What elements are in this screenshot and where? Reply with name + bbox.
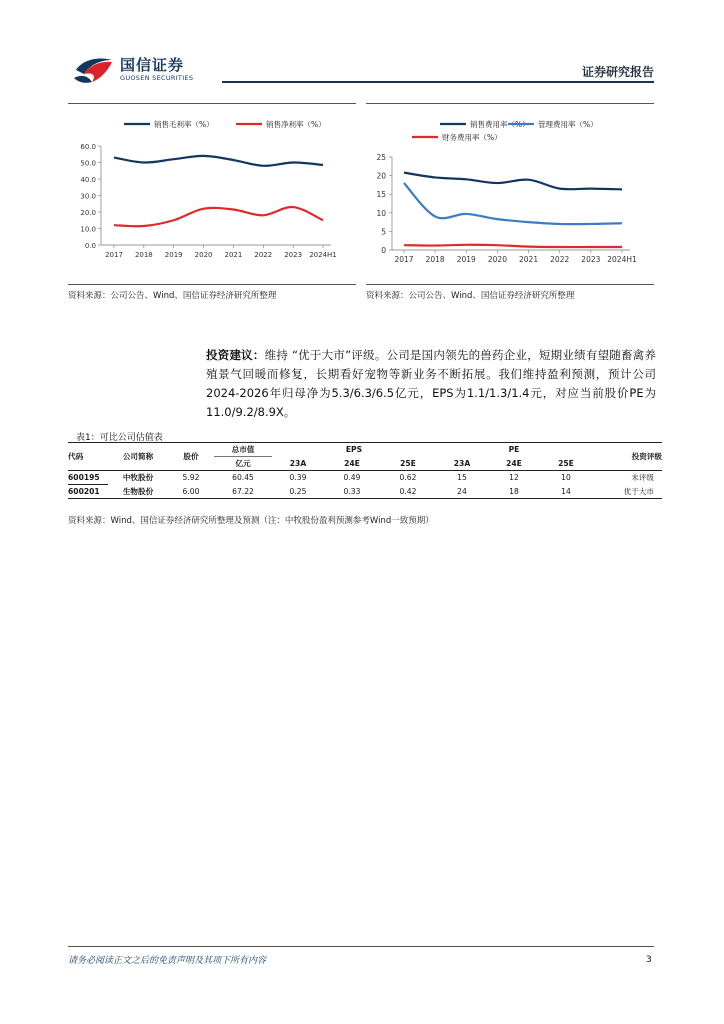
x-tick-label: 2023 (284, 251, 303, 259)
header-rating: 投资评级 (592, 443, 662, 471)
investment-advice-label: 投资建议： (206, 348, 265, 362)
row-code: 600201 (68, 485, 108, 499)
y-tick-label: 50.0 (80, 159, 96, 168)
expense-ratio-chart-svg (366, 108, 654, 280)
y-tick-label: 0 (381, 246, 386, 255)
row-market-cap: 67.22 (214, 485, 272, 499)
x-tick-label: 2022 (254, 251, 273, 259)
row-eps-23a: 0.25 (272, 485, 324, 499)
chart-left-top-rule (68, 103, 356, 104)
x-tick-label: 2024H1 (309, 251, 337, 259)
valuation-table (68, 442, 662, 499)
header-divider (222, 81, 654, 83)
row-eps-24e: 0.33 (324, 485, 380, 499)
row-rating: 未评级 (592, 471, 662, 485)
x-tick-label: 2022 (550, 255, 570, 264)
row-price: 6.00 (168, 485, 214, 499)
row-eps-23a: 0.39 (272, 471, 324, 485)
header-market-cap: 总市值 (214, 443, 272, 457)
row-pe-24e: 18 (488, 485, 540, 499)
y-tick-label: 20.0 (80, 209, 96, 217)
legend-label-0: 销售毛利率（%） (154, 120, 214, 129)
y-tick-label: 20 (376, 171, 386, 181)
header-eps-24e: 24E (344, 458, 360, 468)
legend-label-2: 财务费用率（%） (442, 133, 502, 142)
guosen-logo-icon (72, 52, 118, 86)
y-tick-label: 40.0 (80, 176, 96, 184)
gross-net-margin-chart-svg (68, 108, 356, 280)
legend-label-1: 销售净利率（%） (266, 120, 326, 129)
y-tick-label: 60.0 (80, 143, 96, 151)
row-pe-25e: 14 (540, 485, 592, 499)
chart1-source: 资料来源：公司公告、Wind、国信证券经济研究所整理 (68, 291, 277, 301)
legend-label-0: 销售费用率（%） (470, 120, 530, 129)
chart-right-top-rule (366, 103, 654, 104)
row-eps-24e: 0.49 (324, 471, 380, 485)
y-tick-label: 10.0 (80, 225, 96, 234)
logo-english-name: GUOSEN SECURITIES (120, 74, 194, 82)
x-tick-label: 2020 (487, 255, 507, 264)
header-price: 股价 (168, 443, 214, 471)
footer-divider (68, 946, 654, 947)
y-tick-label: 30.0 (80, 192, 96, 201)
x-tick-label: 2021 (224, 251, 243, 259)
series-line-1 (114, 207, 323, 226)
table-row (68, 471, 662, 485)
row-pe-23a: 24 (436, 485, 488, 499)
row-pe-23a: 15 (436, 471, 488, 485)
x-tick-label: 2023 (581, 255, 601, 264)
x-tick-label: 2017 (105, 251, 123, 259)
header-eps: EPS (272, 443, 436, 457)
row-name: 中牧股份 (108, 471, 168, 485)
valuation-table-title: 表1：可比公司估值表 (76, 433, 163, 443)
series-line-0 (404, 173, 622, 190)
header-eps-25e: 25E (400, 458, 416, 468)
header-pe-24e: 24E (506, 458, 522, 468)
footer-disclaimer: 请务必阅读正文之后的免责声明及其项下所有内容 (68, 956, 267, 966)
series-line-0 (114, 156, 323, 166)
x-tick-label: 2018 (425, 255, 445, 264)
investment-advice-text: 维持 “优于大市”评级。公司是国内领先的兽药企业，短期业绩有望随畜禽养殖景气回暖而修复，长期看好宠物等新业务不断拓展。我们维持盈利预测，预计公司2024-2026年归母净为5.3/6.3/6.5亿元，EPS为1.1/1.3/1.4元，对应当前股价PE为11.0/9.2/8.9X。 (206, 348, 657, 419)
expense-ratio-chart (366, 108, 654, 280)
gross-net-margin-chart (68, 108, 356, 280)
header-code: 代码 (68, 443, 108, 471)
chart-right-bottom-rule (366, 284, 654, 285)
table-source: 资料来源：Wind、国信证券经济研究所整理及预测（注：中牧股份盈利预测参考Wind一致预期） (68, 516, 434, 526)
chart-left-bottom-rule (68, 284, 356, 285)
y-tick-label: 10 (376, 208, 386, 218)
header-eps-23a: 23A (289, 458, 307, 468)
y-tick-label: 0.0 (84, 242, 96, 250)
row-eps-25e: 0.42 (380, 485, 436, 499)
x-tick-label: 2019 (164, 251, 183, 259)
row-eps-25e: 0.62 (380, 471, 436, 485)
y-tick-label: 25 (376, 153, 386, 162)
header-pe-25e: 25E (558, 458, 574, 468)
chart2-source: 资料来源：公司公告、Wind、国信证券经济研究所整理 (366, 291, 575, 301)
y-tick-label: 5 (381, 227, 386, 237)
x-tick-label: 2017 (394, 255, 414, 264)
row-price: 5.92 (168, 471, 214, 485)
legend-label-1: 管理费用率（%） (538, 120, 598, 129)
header-market-cap-unit: 亿元 (235, 459, 251, 468)
page-number: 3 (646, 955, 652, 965)
series-line-2 (404, 245, 622, 247)
header-name: 公司简称 (108, 443, 168, 471)
y-tick-label: 15 (376, 190, 386, 200)
x-tick-label: 2020 (194, 251, 213, 259)
table-row (68, 485, 662, 499)
row-name: 生物股份 (108, 485, 168, 499)
x-tick-label: 2018 (134, 251, 153, 259)
row-rating: 优于大市 (592, 485, 662, 499)
x-tick-label: 2024H1 (607, 255, 637, 264)
row-pe-24e: 12 (488, 471, 540, 485)
guosen-logo (72, 52, 212, 86)
header-pe-23a: 23A (453, 458, 471, 468)
x-tick-label: 2019 (456, 255, 476, 264)
investment-advice-paragraph (206, 346, 656, 422)
logo-chinese-name: 国信证券 (120, 56, 185, 74)
row-market-cap: 60.45 (214, 471, 272, 485)
row-pe-25e: 10 (540, 471, 592, 485)
header-pe: PE (436, 443, 592, 457)
x-tick-label: 2021 (519, 255, 539, 264)
report-type-label: 证券研究报告 (581, 65, 654, 79)
row-code: 600195 (68, 471, 108, 485)
